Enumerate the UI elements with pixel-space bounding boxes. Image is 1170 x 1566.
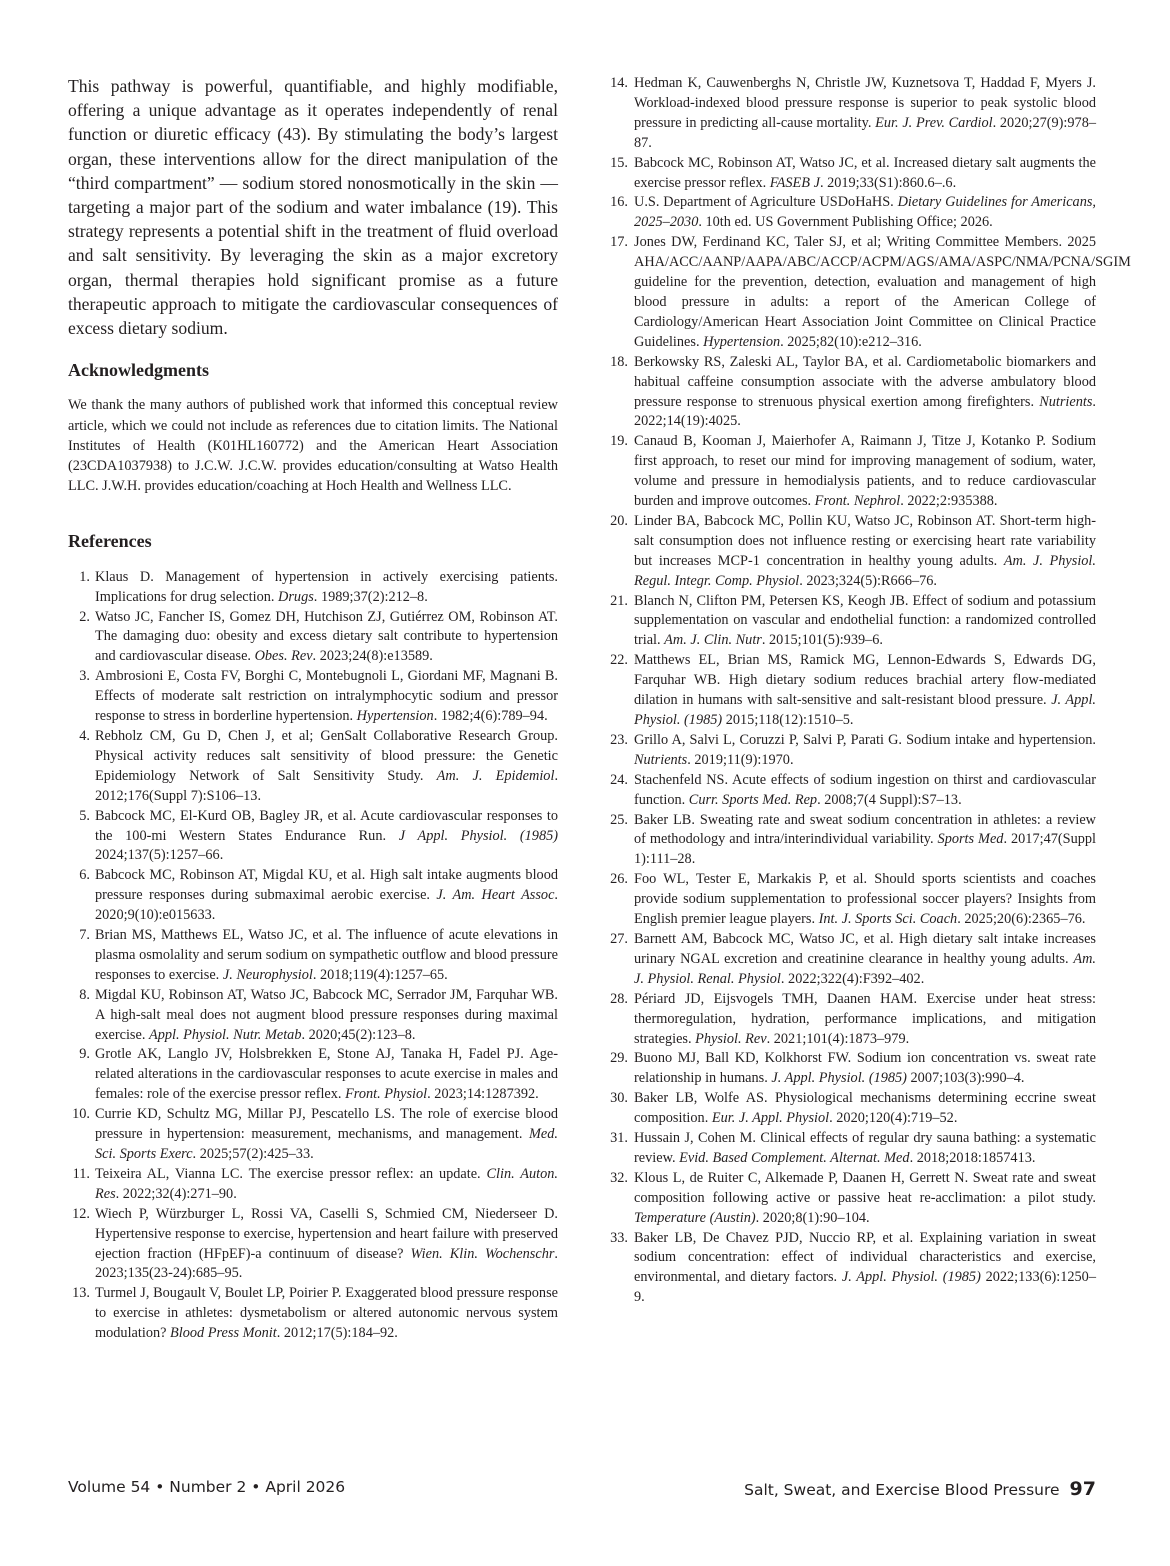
reference-number: 24. [610, 771, 628, 788]
intro-paragraph: This pathway is powerful, quantifiable, and highly modifiable, offering a unique advantage as it operates independently of renal function or diuretic efficacy (43). By stimulating the body’s largest organ, these interventions allow for the direct manipulation of the “third compartment” — sodium stored nonosmotically in the skin — targeting a major part of the sodium and water imbalance (19). This strategy represents a potential shift in the treatment of fluid overload and salt sensitivity. By leveraging the skin as a major excretory organ, thermal therapies hold significant promise as a future therapeutic approach to mitigate the cardiovascular consequences of excess dietary sodium. [68, 76, 558, 339]
reference-citation: . 2022;14(19):4025. [634, 393, 1096, 430]
footer-issue: Volume 54 • Number 2 • April 2026 [68, 1478, 346, 1496]
reference-citation: . 2019;33(S1):860.6–.6. [819, 174, 957, 191]
reference-journal: Am. J. Epidemiol [436, 767, 555, 784]
reference-item [68, 608, 558, 668]
acknowledgments-text: We thank the many authors of published work that informed this conceptual review article, which we could not include as references due to citation limits. The National Institutes of Health (K01HL160772) and the American Heart Association (23CDA1037938) to J.C.W. J.C.W. provides education/consulting at Watso Health LLC. J.W.H. provides education/coaching at Hoch Health and Wellness LLC. [68, 397, 558, 495]
reference-text: Linder BA, Babcock MC, Pollin KU, Watso JC, Robinson AT. Short-term high-salt consumption does not influence resting or exercising heart rate variability but increases MCP-1 concentration in healthy young adults. [634, 512, 1096, 569]
reference-number: 17. [610, 234, 628, 251]
reference-citation: 2022;133(6):1250–9. [634, 1269, 1096, 1306]
reference-text: Jones DW, Ferdinand KC, Taler SJ, et al; Writing Committee Members. 2025 AHA/ACC/AANP/AAPA/ABC/ACCP/ACPM/AGS/AMA/ASPC/NMA/PCNA/SGIM guideline for the prevention, detection, evaluation and management of high blood pressure in adults: a report of the American College of Cardiology/American Heart Association Joint Committee on Clinical Practice Guidelines. [634, 234, 1131, 350]
reference-citation: . 2020;9(10):e015633. [95, 887, 558, 924]
reference-text: Périard JD, Eijsvogels TMH, Daanen HAM. Exercise under heat stress: thermoregulation, hydration, performance implications, and mitigation strategies. [634, 990, 1096, 1047]
reference-text: Baker LB, Wolfe AS. Physiological mechanisms determining eccrine sweat composition. [634, 1090, 1096, 1127]
reference-journal: Hypertension [703, 333, 781, 350]
reference-number: 32. [610, 1169, 628, 1186]
reference-text: Foo WL, Tester E, Markakis P, et al. Should sports scientists and coaches provide sodium supplementation to professional soccer players? Insights from English premier league players. [634, 871, 1096, 928]
page-number: 97 [1069, 1478, 1096, 1500]
reference-item [604, 1229, 1096, 1309]
reference-text: Buono MJ, Ball KD, Kolkhorst FW. Sodium ion concentration vs. sweat rate relationship in humans. [634, 1050, 1096, 1087]
reference-journal: Nutrients [634, 751, 688, 768]
reference-text: Canaud B, Kooman J, Maierhofer A, Raimann J, Titze J, Kotanko P. Sodium first approach, to reset our mind for improving management of sodium, water, volume and pressure in hemodialysis patients, and to reduce cardiovascular burden and improve outcomes. [634, 433, 1096, 510]
reference-list-right [604, 74, 1131, 1308]
reference-item [68, 1284, 558, 1344]
reference-citation: . 10th ed. US Government Publishing Office; 2026. [698, 214, 993, 231]
reference-number: 5. [79, 807, 90, 824]
reference-journal: J. Appl. Physiol. (1985) [841, 1269, 981, 1286]
reference-item [68, 667, 558, 727]
reference-text: Turmel J, Bougault V, Boulet LP, Poirier P. Exaggerated blood pressure response to exercise in athletes: dysmetabolism or altered autonomic nervous system modulation? [95, 1285, 558, 1342]
reference-citation: . 2023;135(23-24):685–95. [95, 1245, 558, 1282]
reference-number: 26. [610, 871, 628, 888]
reference-text: U.S. Department of Agriculture USDoHaHS. [634, 194, 898, 211]
reference-number: 4. [79, 727, 90, 744]
reference-citation: 2007;103(3):990–4. [906, 1070, 1025, 1087]
right-column [604, 74, 1131, 1308]
reference-citation: . 2023;24(8):e13589. [312, 648, 433, 665]
reference-number: 1. [79, 568, 90, 585]
reference-citation: . 2018;2018:1857413. [909, 1149, 1036, 1166]
reference-text: Currie KD, Schultz MG, Millar PJ, Pescatello LS. The role of exercise blood pressure in hypertension: measurement, mechanisms, and management. [95, 1106, 558, 1143]
reference-number: 27. [610, 930, 628, 947]
references-heading: References [68, 530, 152, 551]
reference-item [604, 233, 1131, 352]
reference-item [604, 1169, 1096, 1229]
reference-number: 30. [610, 1090, 628, 1107]
reference-number: 29. [610, 1050, 628, 1067]
reference-number: 21. [610, 592, 628, 609]
reference-number: 18. [610, 353, 628, 370]
reference-journal: Physiol. Rev [695, 1030, 767, 1047]
reference-item [68, 926, 558, 986]
reference-item [604, 990, 1096, 1050]
reference-item [604, 74, 1096, 154]
reference-text: Wiech P, Würzburger L, Rossi VA, Caselli S, Schmied CM, Niederseer D. Hypertensive response to exercise, hypertension and heart failure with preserved ejection fraction (HFpEF)-a continuum of disease? [95, 1205, 558, 1262]
reference-text: Klous L, de Ruiter C, Alkemade P, Daanen H, Gerrett N. Sweat rate and sweat composition following active or passive heat re-acclimation: a pilot study. [634, 1169, 1096, 1206]
left-column [68, 74, 558, 1344]
reference-item [604, 193, 1096, 233]
reference-number: 22. [610, 652, 628, 669]
reference-text: Blanch N, Clifton PM, Petersen KS, Keogh JB. Effect of sodium and potassium supplementation on vascular and endothelial function: a randomized controlled trial. [634, 592, 1096, 649]
reference-citation: . 2022;322(4):F392–402. [780, 970, 925, 987]
reference-item [604, 930, 1096, 990]
reference-journal: Eur. J. Appl. Physiol [711, 1110, 830, 1127]
reference-item [604, 1129, 1096, 1169]
reference-citation: . 2020;8(1):90–104. [755, 1209, 870, 1226]
reference-number: 11. [72, 1165, 90, 1182]
reference-journal: Eur. J. Prev. Cardiol [875, 114, 993, 131]
reference-number: 16. [610, 194, 628, 211]
footer-running-title: Salt, Sweat, and Exercise Blood Pressure [744, 1481, 1060, 1499]
reference-item [604, 771, 1096, 811]
reference-number: 23. [610, 731, 628, 748]
reference-number: 3. [79, 668, 90, 685]
reference-journal: Evid. Based Complement. Alternat. Med [679, 1149, 910, 1166]
reference-number: 20. [610, 512, 628, 529]
reference-citation: . 2023;14:1287392. [427, 1086, 539, 1103]
reference-text: Baker LB, De Chavez PJD, Nuccio RP, et al. Explaining variation in sweat sodium concentration: effect of individual characteristics and exercise, environmental, and dietary factors. [634, 1229, 1096, 1286]
reference-citation: . 2025;57(2):425–33. [192, 1146, 314, 1162]
reference-number: 19. [610, 433, 628, 450]
reference-item [68, 568, 558, 608]
reference-item [68, 986, 558, 1046]
reference-citation: . 2022;32(4):271–90. [115, 1185, 237, 1202]
reference-item [604, 512, 1096, 592]
reference-journal: Dietary Guidelines for Americans, 2025–2030 [634, 194, 1096, 231]
reference-journal: Am. J. Physiol. Renal. Physiol [634, 950, 1096, 987]
reference-citation: . 1982;4(6):789–94. [433, 708, 548, 725]
reference-journal: J. Appl. Physiol. (1985) [771, 1070, 907, 1087]
reference-journal: Sports Med [937, 831, 1004, 848]
reference-item [604, 1089, 1096, 1129]
reference-text: Brian MS, Matthews EL, Watso JC, et al. The influence of acute elevations in plasma osmolality and serum sodium on sympathetic outflow and blood pressure responses to exercise. [95, 927, 558, 983]
reference-journal: J Appl. Physiol. (1985) [398, 827, 558, 844]
reference-citation: . 2015;101(5):939–6. [761, 632, 883, 649]
reference-number: 6. [79, 867, 90, 884]
reference-journal: Appl. Physiol. Nutr. Metab [148, 1026, 302, 1043]
reference-item [604, 592, 1096, 652]
reference-text: Watso JC, Fancher IS, Gomez DH, Hutchison ZJ, Gutiérrez OM, Robinson AT. The damaging duo: obesity and excess dietary salt contribute to hypertension and cardiovascular disease. [95, 608, 558, 665]
reference-journal: J. Am. Heart Assoc [436, 887, 555, 904]
reference-journal: Int. J. Sports Sci. Coach [818, 911, 958, 928]
reference-text: Matthews EL, Brian MS, Ramick MG, Lennon-Edwards S, Edwards DG, Farquhar WB. High dietary sodium reduces brachial artery flow-mediated dilation in humans with salt-sensitive and salt-resistant blood pressure. [634, 652, 1096, 709]
reference-journal: Am. J. Clin. Nutr [664, 632, 762, 649]
reference-item [68, 1205, 558, 1285]
reference-journal: Am. J. Physiol. Regul. Integr. Comp. Physiol [634, 552, 1096, 589]
reference-text: Hussain J, Cohen M. Clinical effects of regular dry sauna bathing: a systematic review. [634, 1130, 1096, 1166]
reference-citation: . 2025;82(10):e212–316. [780, 333, 922, 350]
reference-journal: Hypertension [356, 708, 434, 725]
reference-number: 33. [610, 1229, 628, 1246]
reference-number: 31. [610, 1130, 628, 1147]
reference-text: Grillo A, Salvi L, Coruzzi P, Salvi P, Parati G. Sodium intake and hypertension. [634, 731, 1096, 748]
reference-journal: Drugs [278, 588, 314, 605]
reference-number: 12. [72, 1205, 90, 1222]
reference-journal: FASEB J [769, 174, 820, 191]
reference-text: Baker LB. Sweating rate and sweat sodium concentration in athletes: a review of methodology and intra/interindividual variability. [634, 811, 1096, 848]
reference-number: 2. [79, 608, 90, 625]
reference-citation: . 2020;45(2):123–8. [301, 1026, 416, 1043]
reference-citation: 2024;137(5):1257–66. [95, 847, 224, 864]
reference-number: 25. [610, 811, 628, 828]
footer-running-head [744, 1478, 1096, 1500]
reference-item [68, 1045, 558, 1105]
reference-item [604, 870, 1096, 930]
reference-text: Rebholz CM, Gu D, Chen J, et al; GenSalt Collaborative Research Group. Physical activity reduces salt sensitivity of blood pressure: the Genetic Epidemiology Network of Salt Sensitivity Study. [95, 727, 558, 784]
reference-item [604, 154, 1096, 194]
reference-citation: . 2017;47(Suppl 1):111–28. [634, 831, 1096, 868]
reference-text: Babcock MC, El-Kurd OB, Bagley JR, et al. Acute cardiovascular responses to the 100-mi Western States Endurance Run. [95, 807, 558, 844]
reference-journal: Front. Physiol [345, 1086, 428, 1103]
reference-citation: . 2018;119(4):1257–65. [312, 966, 448, 983]
reference-item [604, 651, 1096, 731]
reference-journal: Front. Nephrol [814, 493, 901, 510]
reference-citation: . 2022;2:935388. [900, 493, 998, 510]
reference-number: 10. [72, 1106, 90, 1123]
reference-item [68, 1165, 558, 1205]
reference-journal: Med. Sci. Sports Exerc [95, 1126, 558, 1162]
reference-journal: Nutrients [1039, 393, 1093, 410]
reference-citation: . 2021;101(4):1873–979. [766, 1030, 910, 1047]
reference-citation: . 2008;7(4 Suppl):S7–13. [817, 791, 962, 808]
reference-number: 7. [79, 927, 90, 944]
reference-citation: . 2025;20(6):2365–76. [957, 911, 1086, 928]
reference-number: 8. [79, 986, 90, 1003]
reference-item [604, 811, 1096, 871]
reference-text: Babcock MC, Robinson AT, Migdal KU, et al. High salt intake augments blood pressure responses during submaximal aerobic exercise. [95, 867, 558, 904]
reference-text: Berkowsky RS, Zaleski AL, Taylor BA, et al. Cardiometabolic biomarkers and habitual caffeine consumption associate with the adverse ambulatory blood pressure response to strenuous physical exertion among firefighters. [634, 353, 1096, 410]
reference-citation: . 2012;17(5):184–92. [276, 1325, 398, 1342]
reference-text: Stachenfeld NS. Acute effects of sodium ingestion on thirst and cardiovascular function. [634, 771, 1096, 808]
reference-item [604, 731, 1096, 771]
reference-text: Grotle AK, Langlo JV, Holsbrekken E, Stone AJ, Tanaka H, Fadel PJ. Age-related alterations in the cardiovascular responses to acute exercise in males and females: role of the exercise pressor reflex. [95, 1046, 558, 1103]
reference-journal: Clin. Auton. Res [95, 1165, 558, 1202]
reference-citation: . 2020;27(9):978–87. [634, 114, 1096, 151]
reference-citation: 2015;118(12):1510–5. [722, 712, 854, 728]
acknowledgments-heading: Acknowledgments [68, 360, 210, 381]
reference-journal: Blood Press Monit [170, 1325, 277, 1342]
reference-text: Klaus D. Management of hypertension in actively exercising patients. Implications for drug selection. [95, 568, 558, 605]
reference-text: Barnett AM, Babcock MC, Watso JC, et al. High dietary salt intake increases urinary NGAL excretion and creatinine clearance in healthy young adults. [634, 930, 1096, 967]
reference-journal: Curr. Sports Med. Rep [688, 791, 818, 808]
reference-number: 28. [610, 990, 628, 1007]
reference-text: Ambrosioni E, Costa FV, Borghi C, Montebugnoli L, Giordani MF, Magnani B. Effects of moderate salt restriction on intralymphocytic sodium and pressor response to stress in borderline hypertension. [95, 668, 558, 725]
reference-text: Teixeira AL, Vianna LC. The exercise pressor reflex: an update. [95, 1165, 487, 1182]
reference-citation: . 2012;176(Suppl 7):S106–13. [95, 767, 559, 804]
reference-item [68, 727, 558, 807]
reference-item [604, 353, 1096, 433]
reference-item [68, 866, 558, 926]
reference-number: 9. [79, 1046, 90, 1063]
reference-number: 15. [610, 154, 628, 171]
reference-text: Hedman K, Cauwenberghs N, Christle JW, Kuznetsova T, Haddad F, Myers J. Workload-indexed blood pressure response is superior to peak systolic blood pressure in predicting all-cause mortality. [634, 75, 1096, 131]
reference-number: 13. [72, 1285, 90, 1302]
reference-journal: J. Neurophysiol [222, 966, 313, 983]
reference-journal: J. Appl. Physiol. (1985) [634, 692, 1096, 728]
reference-item [604, 1049, 1096, 1089]
reference-citation: . 1989;37(2):212–8. [313, 588, 428, 605]
reference-journal: Wien. Klin. Wochenschr [410, 1245, 555, 1262]
reference-citation: . 2023;324(5):R666–76. [799, 572, 938, 589]
reference-item [68, 807, 558, 867]
reference-item [68, 1105, 558, 1165]
reference-item [604, 432, 1096, 512]
reference-number: 14. [610, 75, 628, 91]
reference-text: Migdal KU, Robinson AT, Watso JC, Babcock MC, Serrador JM, Farquhar WB. A high-salt meal does not augment blood pressure responses during maximal exercise. [95, 986, 558, 1043]
reference-list-left [68, 568, 558, 1344]
reference-citation: . 2020;120(4):719–52. [829, 1110, 958, 1127]
reference-journal: Obes. Rev [254, 648, 313, 665]
reference-citation: . 2019;11(9):1970. [687, 751, 794, 768]
reference-journal: Temperature (Austin) [634, 1209, 756, 1226]
reference-text: Babcock MC, Robinson AT, Watso JC, et al. Increased dietary salt augments the exercise pressor reflex. [634, 154, 1096, 191]
